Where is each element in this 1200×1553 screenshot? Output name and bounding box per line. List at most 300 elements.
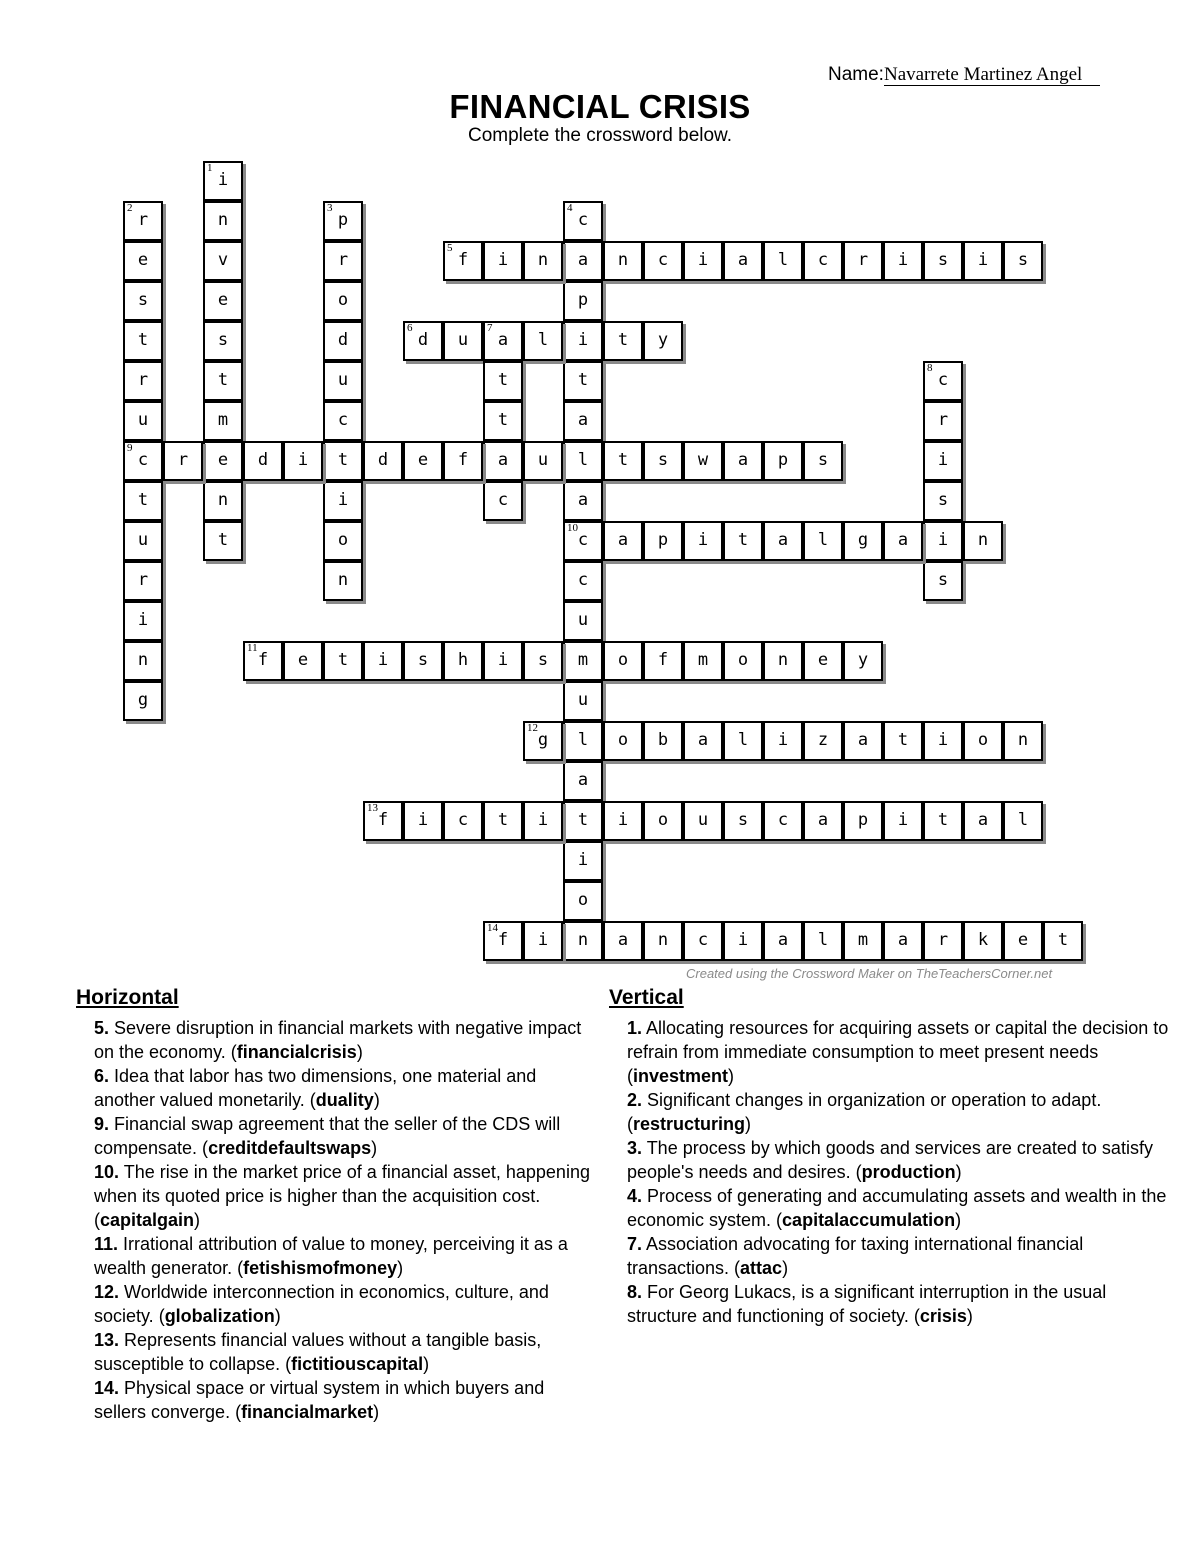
crossword-cell[interactable]: [203, 161, 243, 201]
clue-num: 5.: [94, 1018, 110, 1038]
page-subtitle: Complete the crossword below.: [467, 125, 732, 146]
crossword-cell[interactable]: [643, 241, 683, 281]
crossword-cell[interactable]: [843, 641, 883, 681]
crossword-cell[interactable]: [723, 921, 763, 961]
cell-letter: a: [577, 770, 589, 790]
crossword-cell[interactable]: [323, 561, 363, 601]
cell-letter: n: [577, 930, 589, 950]
cell-letter: i: [737, 930, 749, 950]
cell-letter: f: [377, 810, 389, 830]
cell-letter: t: [337, 450, 349, 470]
cell-letter: d: [417, 330, 429, 350]
crossword-cell[interactable]: [683, 721, 723, 761]
crossword-cell[interactable]: [883, 921, 923, 961]
crossword-cell[interactable]: [803, 441, 843, 481]
crossword-cell[interactable]: [603, 921, 643, 961]
crossword-cell[interactable]: [323, 401, 363, 441]
crossword-cell[interactable]: [803, 641, 843, 681]
crossword-cell[interactable]: [683, 801, 723, 841]
cell-letter: i: [897, 250, 909, 270]
crossword-cell[interactable]: [323, 641, 363, 681]
horizontal-clues: [76, 986, 596, 1424]
crossword-cell[interactable]: [283, 641, 323, 681]
crossword-cell[interactable]: [723, 721, 763, 761]
crossword-cell[interactable]: [963, 721, 1003, 761]
clue-answer: fetishismofmoney: [243, 1258, 398, 1278]
clue-num: 1.: [627, 1018, 643, 1038]
crossword-cell[interactable]: [483, 361, 523, 401]
crossword-cell[interactable]: [603, 721, 643, 761]
crossword-cell[interactable]: [323, 441, 363, 481]
horizontal-clue: [76, 1064, 596, 1112]
clue-num: 13.: [94, 1330, 120, 1350]
crossword-cell[interactable]: [323, 201, 363, 241]
crossword-cell[interactable]: [923, 721, 963, 761]
clue-close: ): [397, 1258, 404, 1278]
cell-letter: c: [817, 250, 829, 270]
cell-letter: l: [817, 530, 829, 550]
crossword-cell[interactable]: [923, 481, 963, 521]
crossword-cell[interactable]: [523, 641, 563, 681]
crossword-cell[interactable]: [563, 841, 603, 881]
crossword-cell[interactable]: [923, 241, 963, 281]
crossword-cell[interactable]: [123, 321, 163, 361]
crossword-cell[interactable]: [563, 641, 603, 681]
crossword-cell[interactable]: [523, 801, 563, 841]
crossword-cell[interactable]: [323, 361, 363, 401]
cell-letter: c: [137, 450, 149, 470]
crossword-cell[interactable]: [203, 481, 243, 521]
crossword-cell[interactable]: [603, 241, 643, 281]
crossword-cell[interactable]: [603, 321, 643, 361]
crossword-cell[interactable]: [883, 721, 923, 761]
vertical-clue: [609, 1088, 1169, 1136]
cell-letter: u: [457, 330, 469, 350]
crossword-cell[interactable]: [243, 641, 283, 681]
crossword-cell[interactable]: [403, 321, 443, 361]
cell-letter: f: [497, 930, 509, 950]
crossword-cell[interactable]: [683, 441, 723, 481]
cell-letter: u: [337, 370, 349, 390]
crossword-cell[interactable]: [203, 281, 243, 321]
cell-letter: f: [657, 650, 669, 670]
crossword-cell[interactable]: [923, 521, 963, 561]
crossword-cell[interactable]: [403, 441, 443, 481]
crossword-cell[interactable]: [883, 241, 923, 281]
crossword-cell[interactable]: [483, 241, 523, 281]
crossword-cell[interactable]: [923, 441, 963, 481]
clue-answer: duality: [315, 1090, 374, 1110]
crossword-cell[interactable]: [843, 801, 883, 841]
crossword-cell[interactable]: [443, 441, 483, 481]
crossword-cell[interactable]: [683, 521, 723, 561]
crossword-cell[interactable]: [203, 441, 243, 481]
crossword-cell[interactable]: [123, 441, 163, 481]
crossword-cell[interactable]: [123, 641, 163, 681]
crossword-cell[interactable]: [523, 921, 563, 961]
crossword-cell[interactable]: [323, 281, 363, 321]
crossword-cell[interactable]: [123, 281, 163, 321]
crossword-cell[interactable]: [483, 481, 523, 521]
crossword-cell[interactable]: [643, 321, 683, 361]
cell-letter: p: [777, 450, 789, 470]
crossword-cell[interactable]: [203, 241, 243, 281]
cell-letter: f: [457, 250, 469, 270]
cell-letter: s: [737, 810, 749, 830]
cell-letter: n: [137, 650, 149, 670]
crossword-cell[interactable]: [483, 321, 523, 361]
clue-number: 1: [207, 162, 213, 174]
crossword-cell[interactable]: [723, 641, 763, 681]
cell-letter: i: [937, 730, 949, 750]
cell-letter: n: [617, 250, 629, 270]
cell-letter: i: [377, 650, 389, 670]
crossword-cell[interactable]: [843, 521, 883, 561]
crossword-cell[interactable]: [603, 521, 643, 561]
cell-letter: a: [857, 730, 869, 750]
cell-letter: i: [577, 850, 589, 870]
cell-letter: i: [937, 450, 949, 470]
crossword-cell[interactable]: [803, 241, 843, 281]
crossword-cell[interactable]: [763, 721, 803, 761]
crossword-cell[interactable]: [803, 921, 843, 961]
crossword-cell[interactable]: [723, 801, 763, 841]
clue-number: 12: [527, 722, 538, 734]
vertical-clues: [609, 986, 1169, 1328]
crossword-cell[interactable]: [1003, 801, 1043, 841]
crossword-cell[interactable]: [683, 241, 723, 281]
crossword-cell[interactable]: [563, 441, 603, 481]
crossword-cell[interactable]: [803, 521, 843, 561]
cell-letter: e: [137, 250, 149, 270]
cell-letter: m: [697, 650, 709, 670]
clue-number: 9: [127, 442, 133, 454]
clue-text: The rise in the market price of a financial asset, happening when its quoted price is higher than the acquisition cost. (: [94, 1162, 590, 1230]
crossword-cell[interactable]: [563, 201, 603, 241]
crossword-cell[interactable]: [563, 721, 603, 761]
cell-letter: s: [937, 250, 949, 270]
crossword-cell[interactable]: [483, 801, 523, 841]
crossword-cell[interactable]: [483, 401, 523, 441]
cell-letter: i: [297, 450, 309, 470]
cell-letter: b: [657, 730, 669, 750]
cell-letter: n: [1017, 730, 1029, 750]
clue-number: 10: [567, 522, 578, 534]
cell-letter: t: [497, 370, 509, 390]
crossword-cell[interactable]: [403, 801, 443, 841]
crossword-cell[interactable]: [123, 241, 163, 281]
clue-num: 10.: [94, 1162, 120, 1182]
crossword-cell[interactable]: [483, 441, 523, 481]
cell-letter: o: [337, 290, 349, 310]
cell-letter: l: [537, 330, 549, 350]
cell-letter: i: [537, 810, 549, 830]
crossword-cell[interactable]: [563, 321, 603, 361]
cell-letter: u: [137, 410, 149, 430]
crossword-cell[interactable]: [963, 521, 1003, 561]
crossword-cell[interactable]: [563, 361, 603, 401]
cell-letter: p: [657, 530, 669, 550]
crossword-cell[interactable]: [1003, 921, 1043, 961]
crossword-cell[interactable]: [483, 921, 523, 961]
crossword-cell[interactable]: [363, 801, 403, 841]
clue-text: The process by which goods and services are created to satisfy people's needs and desires. (: [627, 1138, 1153, 1182]
cell-letter: r: [857, 250, 869, 270]
crossword-cell[interactable]: [1043, 921, 1083, 961]
cell-letter: t: [137, 490, 149, 510]
crossword-cell[interactable]: [243, 441, 283, 481]
crossword-cell[interactable]: [843, 721, 883, 761]
crossword-cell[interactable]: [643, 521, 683, 561]
cell-letter: r: [137, 210, 149, 230]
clue-num: 9.: [94, 1114, 110, 1134]
name-label: Name:: [828, 64, 884, 85]
crossword-cell[interactable]: [123, 201, 163, 241]
crossword-cell[interactable]: [883, 521, 923, 561]
cell-letter: e: [417, 450, 429, 470]
crossword-cell[interactable]: [563, 241, 603, 281]
crossword-cell[interactable]: [963, 801, 1003, 841]
cell-letter: t: [1057, 930, 1069, 950]
clue-answer: restructuring: [633, 1114, 746, 1134]
crossword-cell[interactable]: [723, 241, 763, 281]
crossword-cell[interactable]: [683, 641, 723, 681]
crossword-cell[interactable]: [443, 241, 483, 281]
vertical-clue: [609, 1136, 1169, 1184]
cell-letter: e: [297, 650, 309, 670]
crossword-cell[interactable]: [123, 481, 163, 521]
cell-letter: l: [777, 250, 789, 270]
crossword-cell[interactable]: [763, 241, 803, 281]
crossword-cell[interactable]: [643, 721, 683, 761]
clue-answer: financialmarket: [241, 1402, 374, 1422]
crossword-cell[interactable]: [323, 521, 363, 561]
cell-letter: p: [577, 290, 589, 310]
crossword-cell[interactable]: [803, 801, 843, 841]
crossword-cell[interactable]: [123, 401, 163, 441]
horizontal-clue: [76, 1232, 596, 1280]
crossword-cell[interactable]: [923, 401, 963, 441]
cell-letter: t: [137, 330, 149, 350]
crossword-cell[interactable]: [403, 641, 443, 681]
crossword-cell[interactable]: [643, 641, 683, 681]
cell-letter: n: [217, 490, 229, 510]
clue-num: 3.: [627, 1138, 643, 1158]
crossword-cell[interactable]: [603, 801, 643, 841]
crossword-cell[interactable]: [563, 481, 603, 521]
horizontal-heading: Horizontal: [76, 986, 179, 1009]
clue-text: For Georg Lukacs, is a significant interruption in the usual structure and functioning of society. (: [627, 1282, 1107, 1326]
cell-letter: a: [777, 930, 789, 950]
page-title: FINANCIAL CRISIS: [449, 88, 751, 125]
cell-letter: i: [697, 250, 709, 270]
vertical-clue: [609, 1016, 1169, 1088]
clue-num: 8.: [627, 1282, 643, 1302]
clue-close: ): [194, 1210, 201, 1230]
cell-letter: f: [457, 450, 469, 470]
cell-letter: o: [337, 530, 349, 550]
crossword-cell[interactable]: [563, 801, 603, 841]
clue-text: Process of generating and accumulating assets and wealth in the economic system. (: [627, 1186, 1167, 1230]
crossword-cell[interactable]: [763, 641, 803, 681]
crossword-cell[interactable]: [643, 801, 683, 841]
crossword-cell[interactable]: [323, 321, 363, 361]
crossword-cell[interactable]: [763, 801, 803, 841]
crossword-cell[interactable]: [563, 921, 603, 961]
cell-letter: i: [777, 730, 789, 750]
crossword-cell[interactable]: [683, 921, 723, 961]
crossword-cell[interactable]: [963, 921, 1003, 961]
crossword-cell[interactable]: [123, 361, 163, 401]
crossword-cell[interactable]: [763, 521, 803, 561]
cell-letter: l: [577, 730, 589, 750]
crossword-cell[interactable]: [1003, 241, 1043, 281]
cell-letter: g: [137, 690, 149, 710]
crossword-cell[interactable]: [203, 361, 243, 401]
clue-close: ): [274, 1306, 281, 1326]
crossword-cell[interactable]: [923, 361, 963, 401]
cell-letter: a: [497, 450, 509, 470]
clue-num: 12.: [94, 1282, 120, 1302]
crossword-cell[interactable]: [723, 441, 763, 481]
cell-letter: a: [897, 930, 909, 950]
crossword-cell[interactable]: [923, 801, 963, 841]
cell-letter: i: [977, 250, 989, 270]
clue-text: Physical space or virtual system in which buyers and sellers converge. (: [94, 1378, 545, 1422]
crossword-cell[interactable]: [603, 641, 643, 681]
cell-letter: y: [857, 650, 869, 670]
crossword-cell[interactable]: [203, 201, 243, 241]
crossword-cell[interactable]: [563, 881, 603, 921]
crossword-cell[interactable]: [123, 521, 163, 561]
cell-letter: a: [577, 410, 589, 430]
cell-letter: i: [617, 810, 629, 830]
crossword-cell[interactable]: [963, 241, 1003, 281]
crossword-cell[interactable]: [523, 241, 563, 281]
crossword-cell[interactable]: [123, 561, 163, 601]
crossword-cell[interactable]: [603, 441, 643, 481]
cell-letter: l: [817, 930, 829, 950]
crossword-cell[interactable]: [563, 401, 603, 441]
crossword-cell[interactable]: [843, 241, 883, 281]
cell-letter: f: [257, 650, 269, 670]
crossword-cell[interactable]: [363, 441, 403, 481]
crossword-cell[interactable]: [923, 921, 963, 961]
crossword-cell[interactable]: [643, 921, 683, 961]
crossword-cell[interactable]: [203, 401, 243, 441]
clue-answer: creditdefaultswaps: [208, 1138, 372, 1158]
cell-letter: m: [217, 410, 229, 430]
cell-letter: t: [937, 810, 949, 830]
cell-letter: s: [657, 450, 669, 470]
clue-close: ): [955, 1210, 962, 1230]
cell-letter: i: [897, 810, 909, 830]
crossword-cell[interactable]: [483, 641, 523, 681]
cell-letter: i: [937, 530, 949, 550]
horizontal-clue: [76, 1112, 596, 1160]
crossword-cell[interactable]: [563, 681, 603, 721]
horizontal-clue: [76, 1376, 596, 1424]
crossword-cell[interactable]: [283, 441, 323, 481]
crossword-cell[interactable]: [523, 721, 563, 761]
crossword-cell[interactable]: [443, 641, 483, 681]
horizontal-clue: [76, 1280, 596, 1328]
crossword-cell[interactable]: [763, 441, 803, 481]
crossword-cell[interactable]: [363, 641, 403, 681]
cell-letter: m: [577, 650, 589, 670]
crossword-cell[interactable]: [443, 321, 483, 361]
crossword-cell[interactable]: [843, 921, 883, 961]
cell-letter: g: [537, 730, 549, 750]
cell-letter: u: [577, 690, 589, 710]
crossword-cell[interactable]: [803, 721, 843, 761]
cell-letter: n: [977, 530, 989, 550]
crossword-cell[interactable]: [723, 521, 763, 561]
cell-letter: i: [497, 650, 509, 670]
crossword-cell[interactable]: [203, 521, 243, 561]
cell-letter: i: [697, 530, 709, 550]
cell-letter: t: [337, 650, 349, 670]
clue-text: Allocating resources for acquiring assets or capital the decision to refrain from immediate consumption to meet present needs (: [627, 1018, 1169, 1086]
cell-letter: t: [217, 370, 229, 390]
crossword-cell[interactable]: [763, 921, 803, 961]
clue-text: Severe disruption in financial markets with negative impact on the economy. (: [94, 1018, 582, 1062]
cell-letter: c: [937, 370, 949, 390]
clue-num: 7.: [627, 1234, 643, 1254]
crossword-cell[interactable]: [563, 601, 603, 641]
crossword-cell[interactable]: [163, 441, 203, 481]
cell-letter: a: [777, 530, 789, 550]
cell-letter: i: [337, 490, 349, 510]
clue-close: ): [745, 1114, 752, 1134]
clue-num: 6.: [94, 1066, 110, 1086]
horizontal-clue: [76, 1160, 596, 1232]
cell-letter: t: [217, 530, 229, 550]
crossword-cell[interactable]: [523, 321, 563, 361]
crossword-cell[interactable]: [323, 481, 363, 521]
crossword-cell[interactable]: [443, 801, 483, 841]
cell-letter: a: [617, 530, 629, 550]
cell-letter: a: [817, 810, 829, 830]
cell-letter: a: [897, 530, 909, 550]
cell-letter: s: [217, 330, 229, 350]
crossword-cell[interactable]: [563, 281, 603, 321]
cell-letter: e: [217, 450, 229, 470]
cell-letter: o: [577, 890, 589, 910]
crossword-cell[interactable]: [1003, 721, 1043, 761]
name-value[interactable]: Navarrete Martinez Angel: [884, 65, 1100, 86]
cell-letter: n: [657, 930, 669, 950]
crossword-cell[interactable]: [883, 801, 923, 841]
crossword-cell[interactable]: [123, 681, 163, 721]
clue-text: Association advocating for taxing international financial transactions. (: [627, 1234, 1084, 1278]
crossword-cell[interactable]: [643, 441, 683, 481]
clue-number: 4: [567, 202, 573, 214]
crossword-cell[interactable]: [923, 561, 963, 601]
cell-letter: t: [617, 330, 629, 350]
clue-answer: fictitiouscapital: [291, 1354, 424, 1374]
crossword-cell[interactable]: [523, 441, 563, 481]
cell-letter: i: [537, 930, 549, 950]
crossword-cell[interactable]: [563, 761, 603, 801]
crossword-cell[interactable]: [123, 601, 163, 641]
cell-letter: c: [777, 810, 789, 830]
crossword-cell[interactable]: [563, 561, 603, 601]
crossword-cell[interactable]: [203, 321, 243, 361]
crossword-cell[interactable]: [323, 241, 363, 281]
cell-letter: u: [537, 450, 549, 470]
crossword-cell[interactable]: [563, 521, 603, 561]
